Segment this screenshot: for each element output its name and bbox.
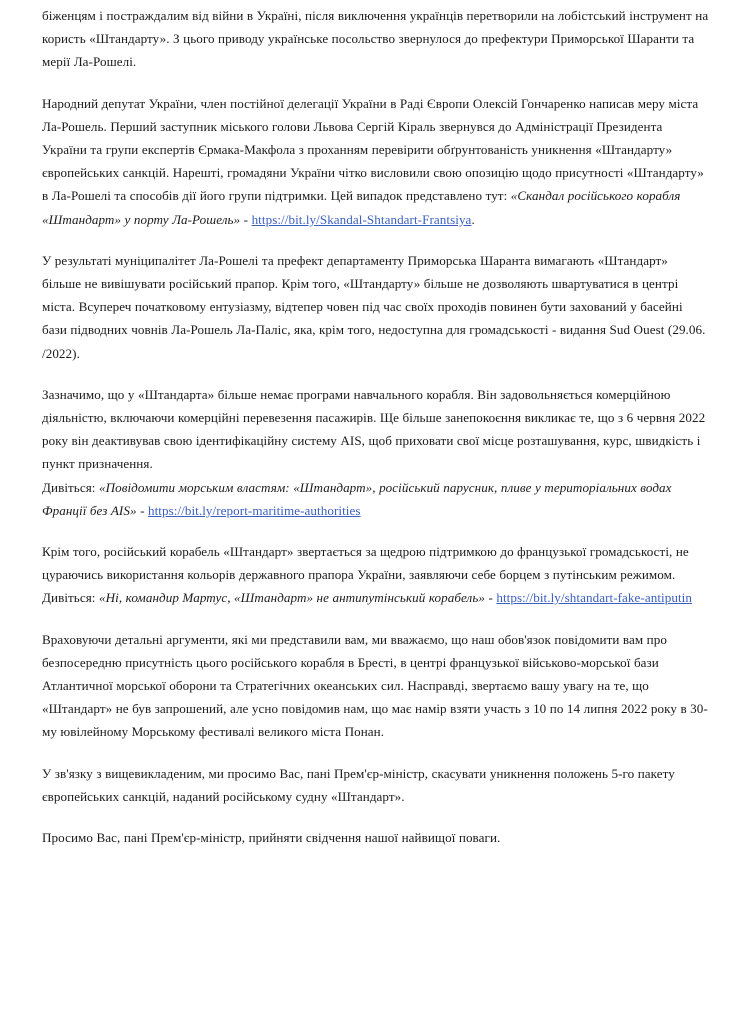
paragraph-5 — [42, 476, 709, 522]
paragraph-7 — [42, 586, 709, 609]
paragraph-2-text: Народний депутат України, член постійної делегації України в Раді Європи Олексій Гончаренко написав меру міста Ла-Рошель. Перший заступник міського голови Львова Сергій Кіраль звернувся до Адміністрації Президента України та групи експертів Єрмака-Макфола з проханням перевірити обґрунтованість уникнення «Штандарту» європейських санкцій. Нарешті, громадяни України чітко висловили свою опозицію щодо присутності «Штандарту» в Ла-Рошелі та способів дії його групи підтримки. Цей випадок представлено тут: — [42, 95, 704, 204]
paragraph-5-lead: Дивіться: — [42, 479, 99, 495]
paragraph-2 — [42, 92, 709, 231]
paragraph-7-citation: «Ні, командир Мартус, «Штандарт» не антипутінський корабель» — [98, 590, 485, 606]
paragraph-2-tail: . — [471, 211, 475, 227]
paragraph-2-citation: «Скандал російського корабля «Штандарт» у порту Ла-Рошель» — [42, 188, 681, 227]
paragraph-7-separator: - — [484, 590, 497, 606]
paragraph-7-lead: Дивіться: — [42, 590, 99, 606]
paragraph-3: У результаті муніципалітет Ла-Рошелі та префект департаменту Приморська Шаранта вимагають «Штандарт» більше не вивішувати російський прапор. Крім того, «Штандарту» більше не дозволяють швартуватися в центрі міста. Всупереч початковому ентузіазму, відтепер човен під час своїх проходів повинен бути захований у басейні бази підводних човнів Ла-Рошель Ла-Паліс, яка, крім того, недоступна для громадськості - видання Sud Ouest (29.06. /2022). — [42, 252, 706, 361]
link-skandal-shtandart-frantsiya[interactable]: https://bit.ly/Skandal-Shtandart-Frantsiya — [251, 211, 472, 227]
link-shtandart-fake-antiputin[interactable]: https://bit.ly/shtandart-fake-antiputin — [496, 590, 692, 606]
paragraph-8: Враховуючи детальні аргументи, які ми представили вам, ми вважаємо, що наш обов'язок повідомити вам про безпосередню присутність цього російського корабля в Бресті, в центрі французької військово-морської бази Атлантичної морської оборони та Стратегічних океанських сил. Насправді, звертаємо вашу увагу на те, що «Штандарт» не був запрошений, але усно повідомив нам, що має намір взяти участь з 10 по 14 липня 2022 року в 30-му ювілейному Морському фестивалі великого міста Понан. — [42, 631, 708, 740]
paragraph-5-separator: - — [136, 502, 148, 518]
paragraph-1: біженцям і постраждалим від війни в Україні, після виключення українців перетворили на лобістський інструмент на користь «Штандарту». З цього приводу українське посольство звернулося до префектури Приморської Шаранти та мерії Ла-Рошелі. — [42, 8, 709, 70]
paragraph-2-separator: - — [240, 211, 252, 227]
document-body — [42, 0, 709, 849]
paragraph-10: Просимо Вас, пані Прем'єр-міністр, прийняти свідчення нашої найвищої поваги. — [42, 830, 501, 846]
link-report-maritime-authorities[interactable]: https://bit.ly/report-maritime-authorities — [147, 502, 361, 518]
paragraph-4: Зазначимо, що у «Штандарта» більше немає програми навчального корабля. Він задовольняється комерційною діяльністю, включаючи комерційні перевезення пасажирів. Ще більше занепокоєння викликає те, що з 6 червня 2022 року він деактивував свою ідентифікаційну систему AIS, щоб приховати свої місце розташування, курс, швидкість і пункт призначення. — [42, 386, 706, 472]
paragraph-5-citation: «Повідомити морським властям: «Штандарт», російський парусник, пливе у територіальних водах Франції без AIS» — [42, 479, 672, 518]
paragraph-9: У зв'язку з вищевикладеним, ми просимо Вас, пані Прем'єр-міністр, скасувати уникнення положень 5-го пакету європейських санкцій, наданий російському судну «Штандарт». — [42, 765, 675, 804]
paragraph-6: Крім того, російський корабель «Штандарт» звертається за щедрою підтримкою до французької громадськості, не цураючись використання кольорів державного прапора України, заявляючи себе борцем з путінським режимом. — [42, 544, 689, 583]
